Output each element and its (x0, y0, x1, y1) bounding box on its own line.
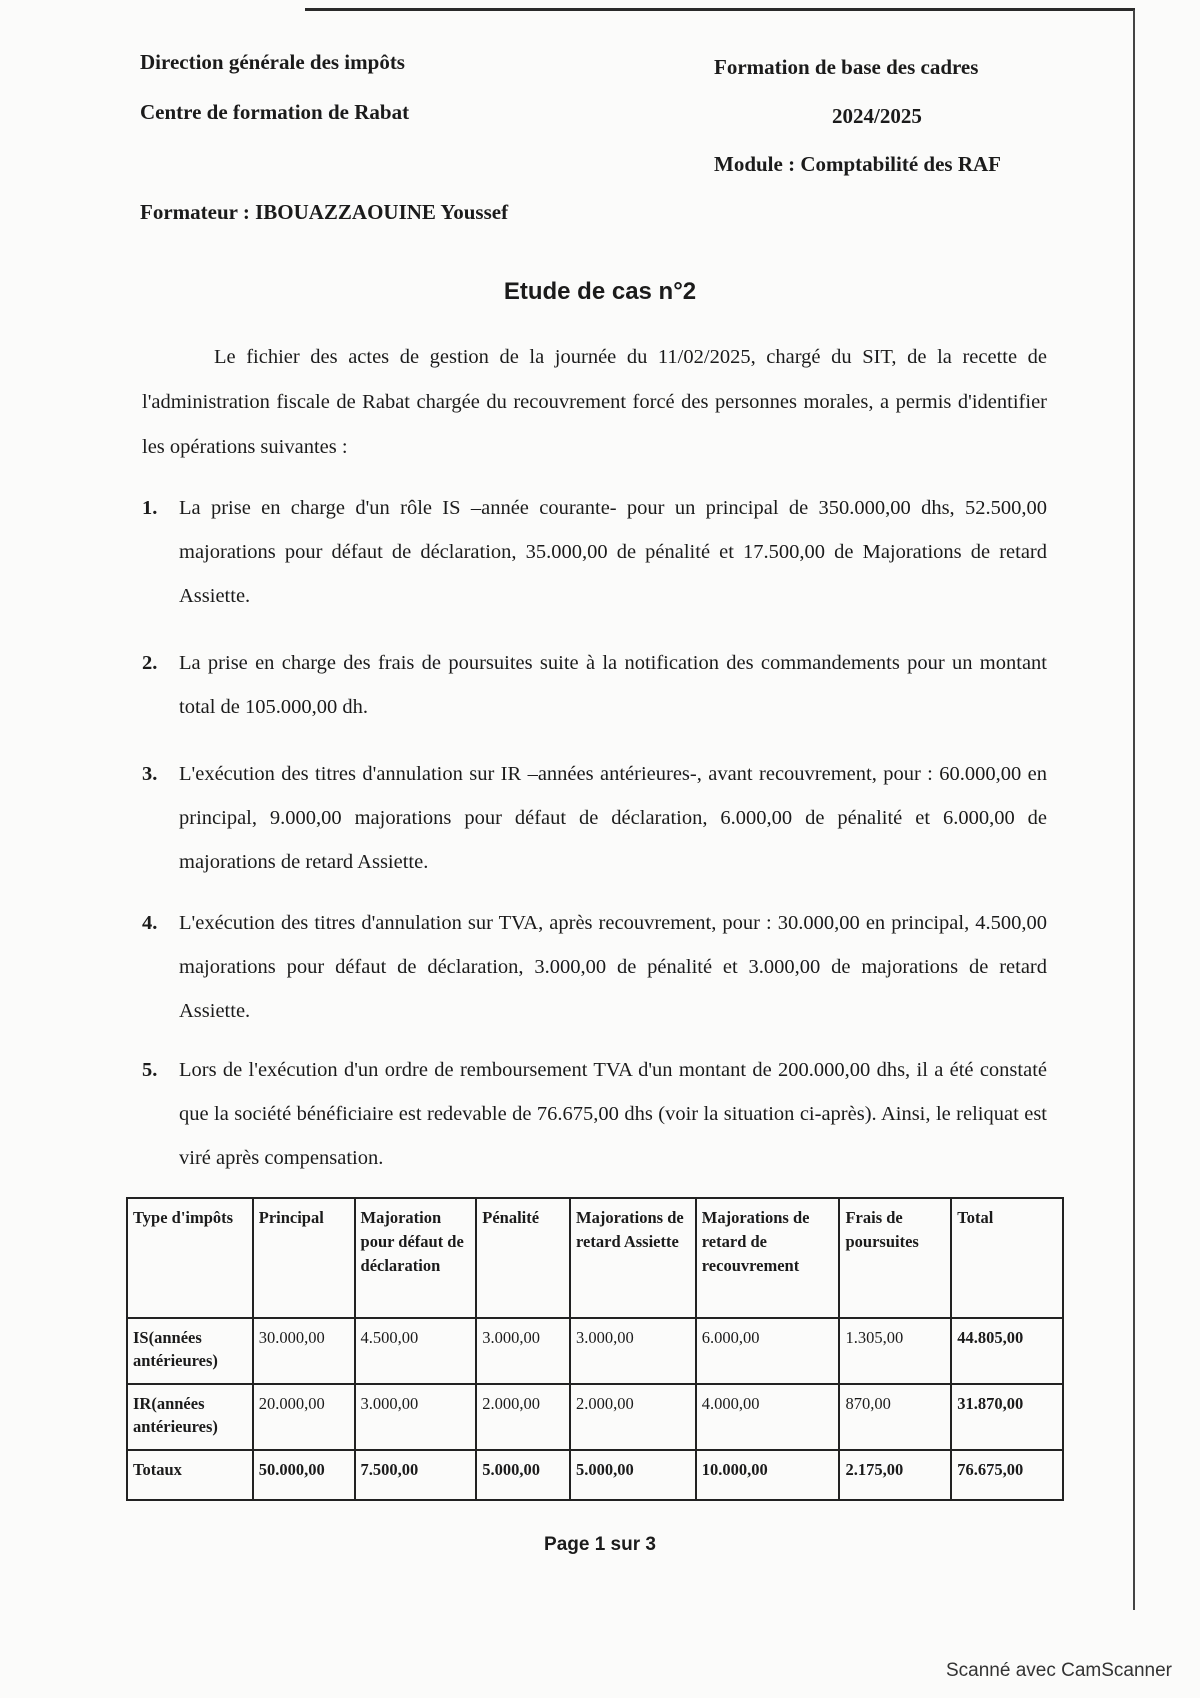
cell-frais: 1.305,00 (839, 1318, 951, 1384)
header-formation: Formation de base des cadres (714, 55, 979, 79)
item-number: 1. (142, 497, 158, 519)
list-item (142, 486, 1047, 618)
header-year: 2024/2025 (832, 104, 922, 128)
tax-situation-table (126, 1197, 1064, 1501)
item-text: La prise en charge des frais de poursuites suite à la notification des commandements pour un montant total de 105.000,00 dh. (179, 652, 1047, 718)
item-number: 2. (142, 652, 158, 674)
cell-penalite: 5.000,00 (476, 1450, 570, 1500)
cell-maj-recouvrement: 10.000,00 (696, 1450, 840, 1500)
header-centre: Centre de formation de Rabat (140, 100, 410, 124)
column-header: Type d'impôts (127, 1198, 253, 1318)
cell-principal: 20.000,00 (253, 1384, 355, 1450)
cell-penalite: 2.000,00 (476, 1384, 570, 1450)
table-header-row (127, 1198, 1063, 1318)
page-title: Etude de cas n°2 (503, 278, 697, 305)
cell-maj-assiette: 5.000,00 (570, 1450, 696, 1500)
item-text: L'exécution des titres d'annulation sur TVA, après recouvrement, pour : 30.000,00 en principal, 4.500,00 majorations pour défaut de déclaration, 3.000,00 de pénalité et 3.000,00 de majorations de retard Assiette. (179, 912, 1047, 1022)
top-border-line (305, 8, 1135, 11)
cell-total: 31.870,00 (951, 1384, 1063, 1450)
cell-maj-defaut: 4.500,00 (355, 1318, 477, 1384)
page-number: Page 1 sur 3 (544, 1534, 656, 1555)
scanner-watermark: Scanné avec CamScanner (945, 1660, 1172, 1681)
cell-total: 44.805,00 (951, 1318, 1063, 1384)
item-text: L'exécution des titres d'annulation sur IR –années antérieures-, avant recouvrement, pour : 60.000,00 en principal, 9.000,00 majorations pour défaut de déclaration, 6.000,00 de pénalité et 6.000,00 de majorations de retard Assiette. (179, 763, 1047, 873)
item-number: 4. (142, 912, 158, 934)
cell-maj-defaut: 3.000,00 (355, 1384, 477, 1450)
cell-maj-assiette: 3.000,00 (570, 1318, 696, 1384)
list-item (142, 641, 1047, 729)
cell-frais: 2.175,00 (839, 1450, 951, 1500)
list-item (142, 901, 1047, 1033)
column-header: Majorations de retard Assiette (570, 1198, 696, 1318)
column-header: Majorations de retard de recouvrement (696, 1198, 840, 1318)
intro-paragraph: Le fichier des actes de gestion de la journée du 11/02/2025, chargé du SIT, de la recette de l'administration fiscale de Rabat chargée du recouvrement forcé des personnes morales, a permis d'identifier les opérations suivantes : (142, 346, 1047, 458)
item-number: 5. (142, 1059, 158, 1081)
cell-frais: 870,00 (839, 1384, 951, 1450)
cell-type: IR(années antérieures) (127, 1384, 253, 1450)
right-border-line (1133, 10, 1135, 1610)
table-row (127, 1384, 1063, 1450)
column-header: Pénalité (476, 1198, 570, 1318)
header-module: Module : Comptabilité des RAF (714, 152, 1001, 176)
cell-total: 76.675,00 (951, 1450, 1063, 1500)
header-formateur: Formateur : IBOUAZZAOUINE Youssef (140, 200, 509, 224)
column-header: Total (951, 1198, 1063, 1318)
list-item (142, 752, 1047, 884)
item-number: 3. (142, 763, 158, 785)
cell-type: IS(années antérieures) (127, 1318, 253, 1384)
cell-type: Totaux (127, 1450, 253, 1500)
cell-penalite: 3.000,00 (476, 1318, 570, 1384)
header-direction: Direction générale des impôts (140, 50, 405, 74)
column-header: Principal (253, 1198, 355, 1318)
cell-maj-assiette: 2.000,00 (570, 1384, 696, 1450)
cell-maj-recouvrement: 4.000,00 (696, 1384, 840, 1450)
item-text: La prise en charge d'un rôle IS –année courante- pour un principal de 350.000,00 dhs, 52.500,00 majorations pour défaut de déclaration, 35.000,00 de pénalité et 17.500,00 de Majorations de retard Assiette. (179, 497, 1047, 607)
column-header: Majoration pour défaut de déclaration (355, 1198, 477, 1318)
cell-principal: 50.000,00 (253, 1450, 355, 1500)
list-item (142, 1048, 1047, 1180)
table-row (127, 1318, 1063, 1384)
cell-maj-defaut: 7.500,00 (355, 1450, 477, 1500)
item-text: Lors de l'exécution d'un ordre de remboursement TVA d'un montant de 200.000,00 dhs, il a été constaté que la société bénéficiaire est redevable de 76.675,00 dhs (voir la situation ci-après). Ainsi, le reliquat est viré après compensation. (179, 1059, 1047, 1169)
column-header: Frais de poursuites (839, 1198, 951, 1318)
table-totals-row (127, 1450, 1063, 1500)
cell-principal: 30.000,00 (253, 1318, 355, 1384)
cell-maj-recouvrement: 6.000,00 (696, 1318, 840, 1384)
